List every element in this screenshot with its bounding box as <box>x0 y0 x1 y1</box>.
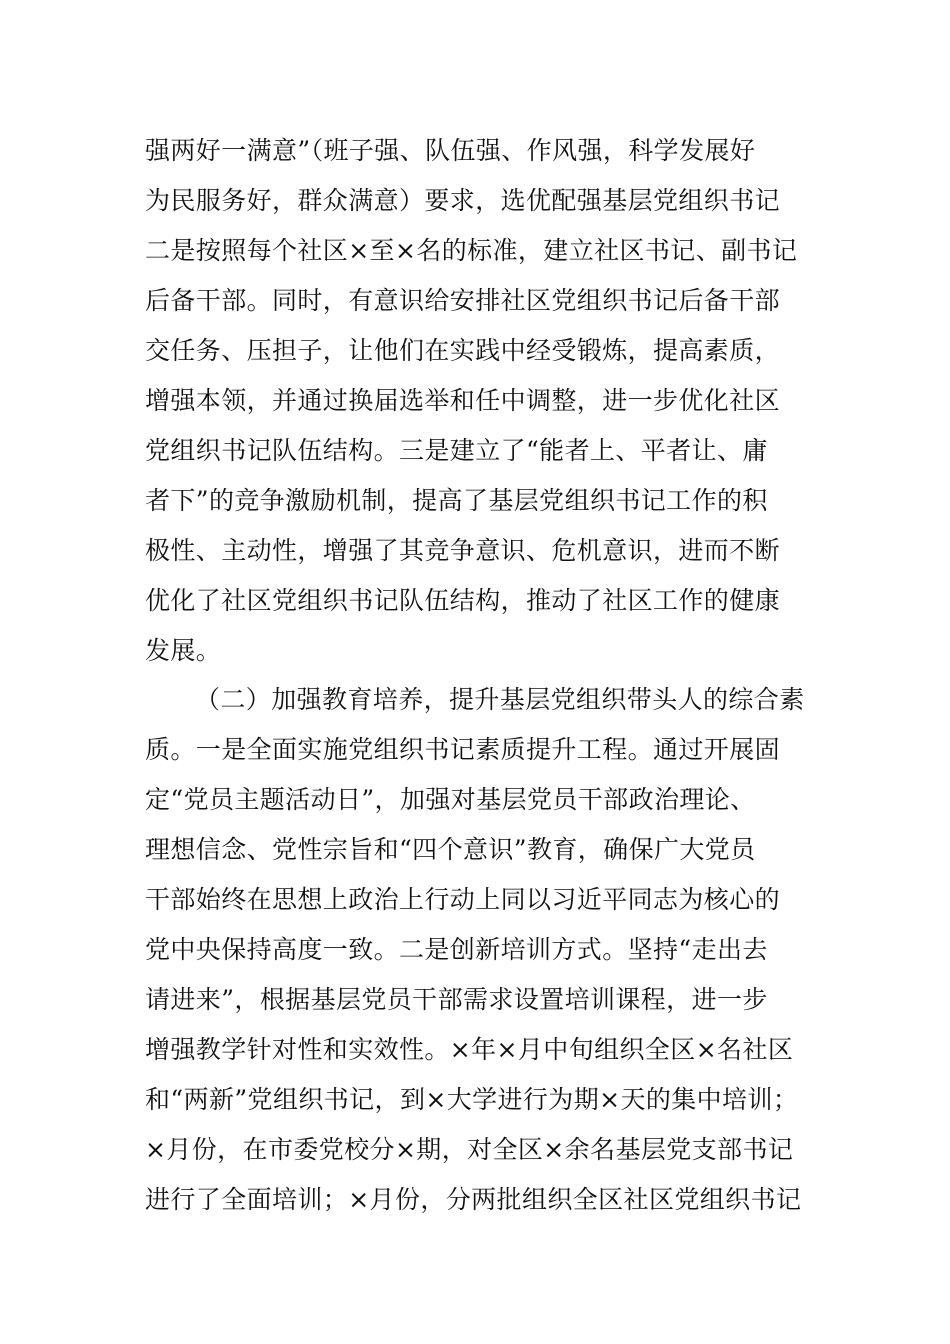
text-line-16: 干部始终在思想上政治上行动上同以习近平同志为核心的 <box>145 885 781 914</box>
text-line-15: 理想信念、党性宗旨和“四个意识”教育，确保广大党员 <box>145 835 756 864</box>
text-line-18: 请进来”，根据基层党员干部需求设置培训课程，进一步 <box>145 985 768 1014</box>
text-line-3: 二是按照每个社区×至×名的标准，建立社区书记、副书记 <box>145 236 798 265</box>
text-line-6: 增强本领，并通过换届选举和任中调整，进一步优化社区 <box>145 386 781 415</box>
text-line-11: 发展。 <box>145 636 222 665</box>
text-line-2: 为民服务好，群众满意）要求，选优配强基层党组织书记 <box>145 186 781 215</box>
text-line-8: 者下”的竞争激励机制，提高了基层党组织书记工作的积 <box>145 486 768 515</box>
text-line-17: 党中央保持高度一致。二是创新培训方式。坚持“走出去 <box>145 935 768 964</box>
text-line-4: 后备干部。同时，有意识给安排社区党组织书记后备干部 <box>145 286 781 315</box>
text-line-19: 增强教学针对性和实效性。×年×月中旬组织全区×名社区 <box>145 1035 794 1064</box>
section-heading-line: （二）加强教育培养，提升基层党组织带头人的综合素 <box>195 685 805 714</box>
text-line-1: 强两好一满意”（班子强、队伍强、作风强，科学发展好 <box>145 136 756 165</box>
text-line-10: 优化了社区党组织书记队伍结构，推动了社区工作的健康 <box>145 586 781 615</box>
text-line-9: 极性、主动性，增强了其竞争意识、危机意识，进而不断 <box>145 536 781 565</box>
text-line-5: 交任务、压担子，让他们在实践中经受锻炼，提高素质， <box>145 336 781 365</box>
text-line-13: 质。一是全面实施党组织书记素质提升工程。通过开展固 <box>145 735 781 764</box>
text-line-14: 定“党员主题活动日”，加强对基层党员干部政治理论、 <box>145 785 756 814</box>
text-line-21: ×月份，在市委党校分×期，对全区×余名基层党支部书记 <box>145 1135 794 1164</box>
text-line-22: 进行了全面培训；×月份，分两批组织全区社区党组织书记 <box>145 1185 802 1214</box>
text-line-20: 和“两新”党组织书记，到×大学进行为期×天的集中培训； <box>145 1085 799 1114</box>
text-line-7: 党组织书记队伍结构。三是建立了“能者上、平者让、庸 <box>145 436 768 465</box>
